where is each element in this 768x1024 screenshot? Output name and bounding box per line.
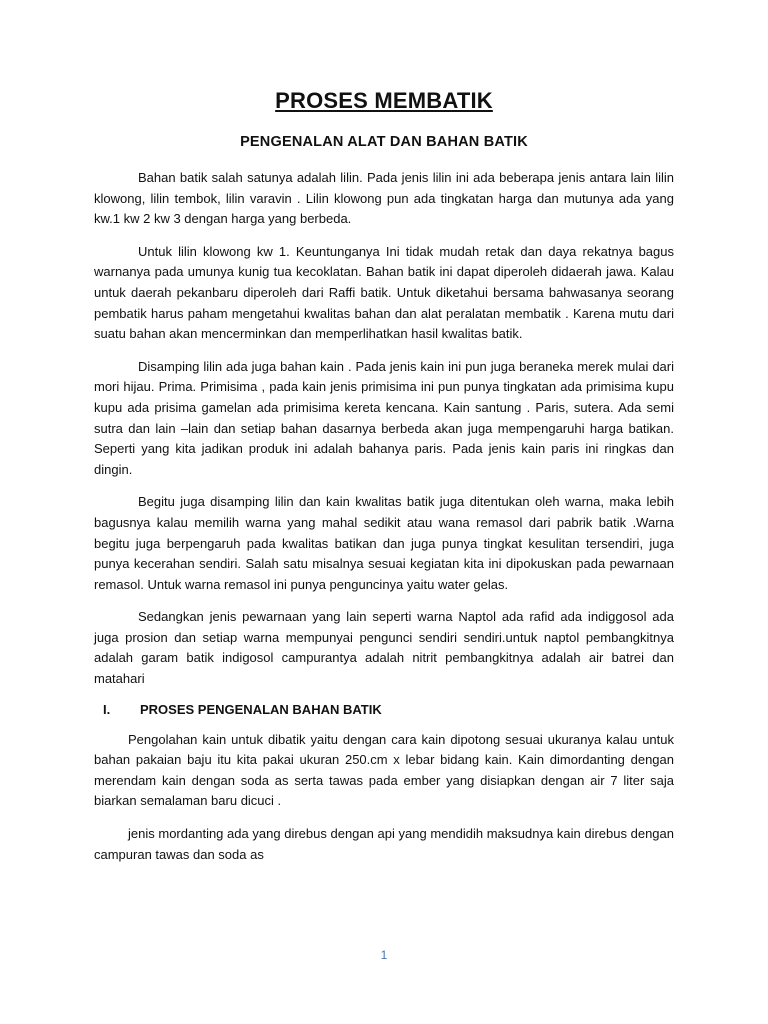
section-heading	[94, 702, 674, 717]
page-number: 1	[380, 948, 388, 962]
paragraph-intro-1: Bahan batik salah satunya adalah lilin. Pada jenis lilin ini ada beberapa jenis antara lain lilin klowong, lilin tembok, lilin varavin . Lilin klowong pun ada tingkatan harga dan mutunya ada yang kw.1 kw 2 kw 3 dengan harga yang berbeda.	[94, 170, 674, 227]
document-title: PROSES MEMBATIK	[275, 88, 493, 113]
section-number: I.	[103, 701, 111, 717]
paragraph-section-1: Pengolahan kain untuk dibatik yaitu dengan cara kain dipotong sesuai ukuranya kalau untuk bahan pakaian baju itu kita pakai ukuran 250.cm x lebar bidang kain. Kain dimordanting dengan merendam kain dengan soda as serta tawas pada ember yang disiapkan dengan air 7 liter saja biarkan semalaman baru dicuci .	[94, 731, 674, 809]
paragraph-intro-4: Begitu juga disamping lilin dan kain kwalitas batik juga ditentukan oleh warna, maka lebih bagusnya kalau memilih warna yang mahal sedikit atau wana remasol dari pabrik batik .Warna begitu juga berpengaruh pada kwalitas batikan dan juga punya tingkat kesulitan tersendiri, juga punya kecerahan sendiri. Salah satu misalnya sesuai kegiatan kita ini dipokuskan pada pewarnaan remasol. Untuk warna remasol ini punya penguncinya yaitu water gelas.	[94, 494, 674, 592]
paragraph-section-2: jenis mordanting ada yang direbus dengan api yang mendidih maksudnya kain direbus dengan campuran tawas dan soda as	[94, 826, 674, 862]
document-subtitle: PENGENALAN ALAT DAN BAHAN BATIK	[240, 134, 528, 150]
paragraph-intro-2: Untuk lilin klowong kw 1. Keuntunganya Ini tidak mudah retak dan daya rekatnya bagus warnanya pada umunya kunig tua kecoklatan. Bahan batik ini dapat diperoleh didaerah jawa. Kalau untuk daerah pekanbaru diperoleh dari Raffi batik. Untuk diketahui bersama bahwasanya seorang pembatik harus paham mengetahui kwalitas bahan dan alat peralatan membatik . Karena mutu dari suatu bahan akan mencerminkan dan memperlihatkan hasil kwalitas batik.	[94, 243, 674, 342]
paragraph-intro-5: Sedangkan jenis pewarnaan yang lain seperti warna Naptol ada rafid ada indiggosol ada juga prosion dan setiap warna mempunyai pengunci sendiri sendiri.untuk naptol pembangkitnya adalah garam batik indigosol campurantya adalah nitrit pembangkitnya adalah air batrei dan matahari	[94, 609, 674, 687]
section-title: PROSES PENGENALAN BAHAN BATIK	[140, 701, 382, 717]
document-page	[94, 88, 674, 877]
paragraph-intro-3: Disamping lilin ada juga bahan kain . Pada jenis kain ini pun juga beraneka merek mulai dari mori hijau. Prima. Primisima , pada kain jenis primisima ini pun punya tingkatan ada primisima kupu kupu ada prisima gamelan ada primisima kereta kencana. Kain santung . Paris, sutera. Ada semi sutra dan lain –lain dan setiap bahan dasarnya berbeda akan juga mempengaruhi harga batikan. Seperti yang kita jadikan produk ini adalah bahanya paris. Pada jenis kain paris ini ringkas dan dingin.	[94, 358, 674, 477]
